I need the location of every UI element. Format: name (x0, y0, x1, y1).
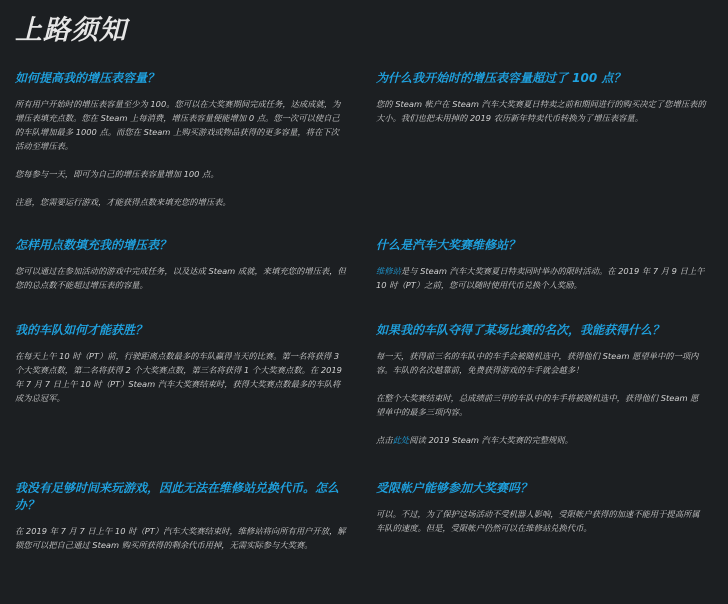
faq-answer: 在每天上午 10 时（PT）前，行驶距离点数最多的车队赢得当天的比赛。第一名将获得 3 个大奖赛点数，第二名将获得 2 个大奖赛点数，第三名将获得 1 个大奖赛点数。在 2019 年 7 月 7 日上午 10 时（PT）Steam 汽车大奖赛结束时，获得大奖赛点数最多的车队将成为总冠军。 (15, 351, 342, 403)
faq-question: 怎样用点数填充我的增压表？ (15, 238, 172, 252)
faq-answer (376, 433, 706, 447)
pit-stop-link[interactable]: 维修站 (376, 266, 401, 276)
faq-question: 我没有足够时间来玩游戏，因此无法在维修站兑换代币。怎么办？ (15, 481, 340, 512)
faq-answer: 您的 Steam 帐户在 Steam 汽车大奖赛夏日特卖之前和期间进行的购买决定了您增压表的大小。我们也把未用掉的 2019 农历新年特卖代币转换为了增压表容量。 (376, 99, 706, 123)
faq-answer-text: 是与 Steam 汽车大奖赛夏日特卖同时举办的限时活动。在 2019 年 7 月 9 日上午 10 时（PT）之前，您可以随时使用代币兑换个人奖励。 (376, 266, 705, 290)
faq-question: 如何提高我的增压表容量？ (15, 71, 160, 85)
faq-answer: 所有用户开始时的增压表容量至少为 100。您可以在大奖赛期间完成任务，达成成就，为增压表填充点数。您在 Steam 上每消费，增压表容量便能增加 0 点。您一次可以使自己的车队增加最多 1000 点。而您在 Steam 上购买游戏或物品获得的更多容量，将在下次活动至增压表。 (15, 99, 341, 151)
faq-answer: 在 2019 年 7 月 7 日上午 10 时（PT）汽车大奖赛结束时，维修站将向所有用户开放，解锁您可以把自己通过 Steam 购买所获得的剩余代币用掉，无需实际参与大奖赛。 (15, 526, 346, 550)
rules-link[interactable]: 此处 (392, 435, 410, 445)
faq-item-team-win (15, 322, 347, 419)
faq-question: 为什么我开始时的增压表容量超过了 100 点？ (376, 71, 626, 85)
faq-item-limited-account (376, 480, 706, 549)
faq-answer: 您可以通过在参加活动的游戏中完成任务，以及达成 Steam 成就，来填充您的增压表，但您的总点数不能超过增压表的容量。 (15, 266, 346, 290)
faq-item-team-reward (376, 322, 706, 461)
faq-answer (376, 264, 706, 292)
page-title: 上路须知 (15, 15, 127, 46)
faq-question: 如果我的车队夺得了某场比赛的名次，我能获得什么？ (376, 323, 665, 337)
faq-question: 受限帐户能够参加大奖赛吗？ (376, 481, 533, 495)
faq-answer: 可以。不过，为了保护这场活动不受机器人影响，受限帐户获得的加速不能用于提高所属车队的速度。但是，受限帐户仍然可以在维修站兑换代币。 (376, 509, 700, 533)
faq-answer: 每一天，获得前三名的车队中的车手会被随机选中，获得他们 Steam 愿望单中的一项内容。车队的名次越靠前，免费获得游戏的车手就会越多！ (376, 351, 699, 375)
faq-answer-text: 点击 (376, 435, 393, 445)
faq-question: 我的车队如何才能获胜？ (15, 323, 148, 337)
faq-item-fill-boost (15, 237, 347, 306)
faq-question: 什么是汽车大奖赛维修站？ (376, 238, 521, 252)
faq-answer: 在整个大奖赛结束时，总成绩前三甲的车队中的车手将被随机选中，获得他们 Steam 愿望单中的最多三项内容。 (376, 393, 699, 417)
faq-item-pit-stop (376, 237, 706, 306)
faq-answer: 注意，您需要运行游戏，才能获得点数来填充您的增压表。 (15, 197, 231, 207)
faq-answer: 您每参与一天，即可为自己的增压表容量增加 100 点。 (15, 169, 219, 179)
faq-answer-text: 阅读 2019 Steam 汽车大奖赛的完整规则。 (409, 435, 573, 445)
faq-item-no-time (15, 480, 347, 566)
faq-item-boost-capacity (15, 70, 347, 223)
faq-item-initial-capacity (376, 70, 706, 139)
